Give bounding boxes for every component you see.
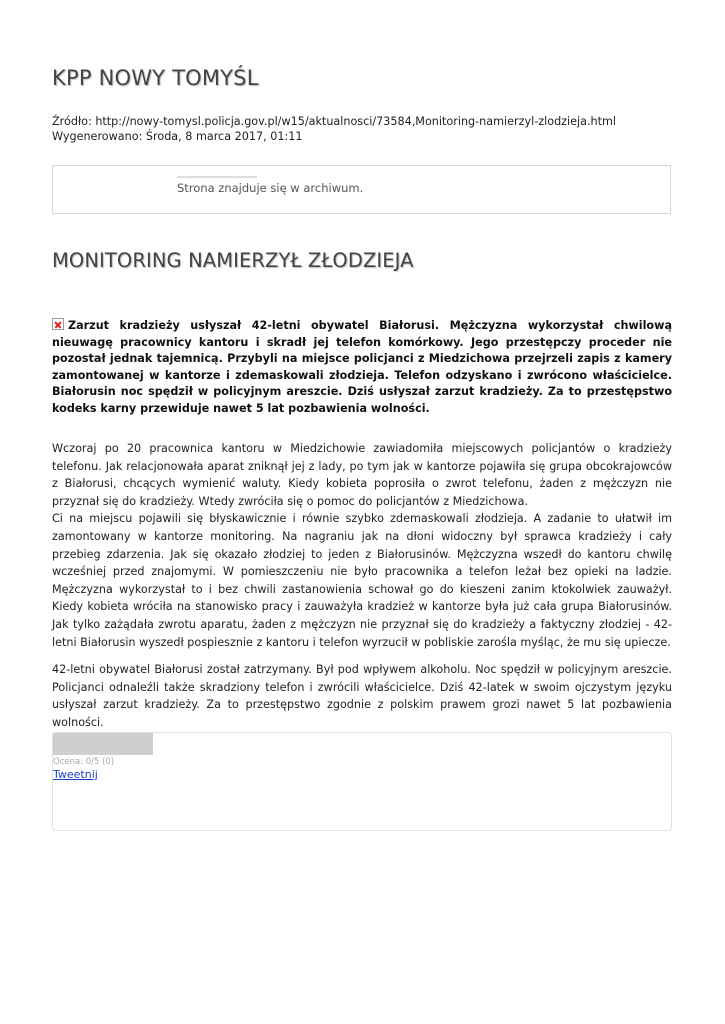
lead-text: Zarzut kradzieży usłyszał 42-letni obywatel Białorusi. Mężczyzna wykorzystał chwilową nieuwagę pracownicy kantoru i skradł jej telefon komórkowy. Jego przestępczy proceder nie pozostał jednak tajemnicą. Przybyli na miejsce policjanci z Miedzichowa przejrzeli zapis z kamery zamontowanej w kantorze i zdemaskowali złodzieja. Telefon odzyskano i zwrócono właścicielce. Białorusin noc spędził w policyjnym areszcie. Dziś usłyszał zarzut kradzieży. Za to przestępstwo kodeks karny przewiduje nawet 5 lat pozbawienia wolności.: [52, 319, 672, 415]
tweet-link[interactable]: Tweetnij: [53, 768, 98, 781]
article-title: MONITORING NAMIERZYŁ ZŁODZIEJA: [52, 249, 414, 272]
article-lead: [52, 318, 672, 417]
generated-line: Wygenerowano: Środa, 8 marca 2017, 01:11: [52, 130, 303, 143]
broken-image-icon: [52, 318, 64, 330]
paragraph: Wczoraj po 20 pracownica kantoru w Miedzichowie zawiadomiła miejscowych policjantów o kradzieży telefonu. Jak relacjonowała aparat zniknął jej z lady, po tym jak w kantorze pojawiła się grupa obcokrajowców z Białorusi, chcących wymienić waluty. Kiedy kobieta poprosiła o zwrot telefonu, żaden z mężczyzn nie przyznał się do kradzieży. Wtedy zwróciła się o pomoc do policjantów z Miedzichowa.: [52, 442, 672, 508]
paragraph: 42-letni obywatel Białorusi został zatrzymany. Był pod wpływem alkoholu. Noc spędził w policyjnym areszcie. Policjanci odnaleźli także skradziony telefon i zwrócili właścicielce. Dziś 42-latek w swoim ojczystym języku usłyszał zarzut kradzieży. Za to przestępstwo zgodnie z polskim prawem grozi nawet 5 lat pozbawienia wolności.: [52, 663, 672, 729]
site-title: KPP NOWY TOMYŚL: [52, 66, 259, 90]
rating-box: [52, 732, 672, 831]
paragraph: Ci na miejscu pojawili się błyskawicznie i równie szybko zdemaskowali złodzieja. A zadanie to ułatwił im zamontowany w kantorze monitoring. Na nagraniu jak na dłoni widoczny był sprawca kradzieży i cały przebieg zdarzenia. Jak się okazało złodziej to jeden z Białorusinów. Mężczyzna wszedł do kantoru chwilę wcześniej przed znajomymi. W pomieszczeniu nie było pracownika a telefon leżał bez opieki na ladzie. Mężczyzna wykorzystał to i bez chwili zastanowienia schował go do kieszeni zanim ktokolwiek zauważył. Kiedy kobieta wróciła na stanowisko pracy i zauważyła kradzież w kantorze była już cała grupa Białorusinów. Jak tylko zażądała zwrotu aparatu, żaden z mężczyzn nie przyznał się do kradzieży a faktyczny złodziej - 42-letni Białorusin wyszedł pospiesznie z kantoru i telefon wyrzucił w pobliskie zarośla myśląc, że mu się upiecze.: [52, 512, 672, 649]
rating-label: Ocena: 0/5 (0): [53, 757, 115, 767]
rating-stars[interactable]: [53, 733, 153, 755]
archive-divider: [177, 176, 257, 178]
source-line: Źródło: http://nowy-tomysl.policja.gov.pl/w15/aktualnosci/73584,Monitoring-namierzyl-zlodzieja.html: [52, 115, 617, 128]
archive-notice: Strona znajduje się w archiwum.: [177, 181, 364, 195]
article-body: [52, 440, 672, 732]
document-meta: [52, 114, 616, 144]
archive-notice-box: [52, 165, 671, 214]
